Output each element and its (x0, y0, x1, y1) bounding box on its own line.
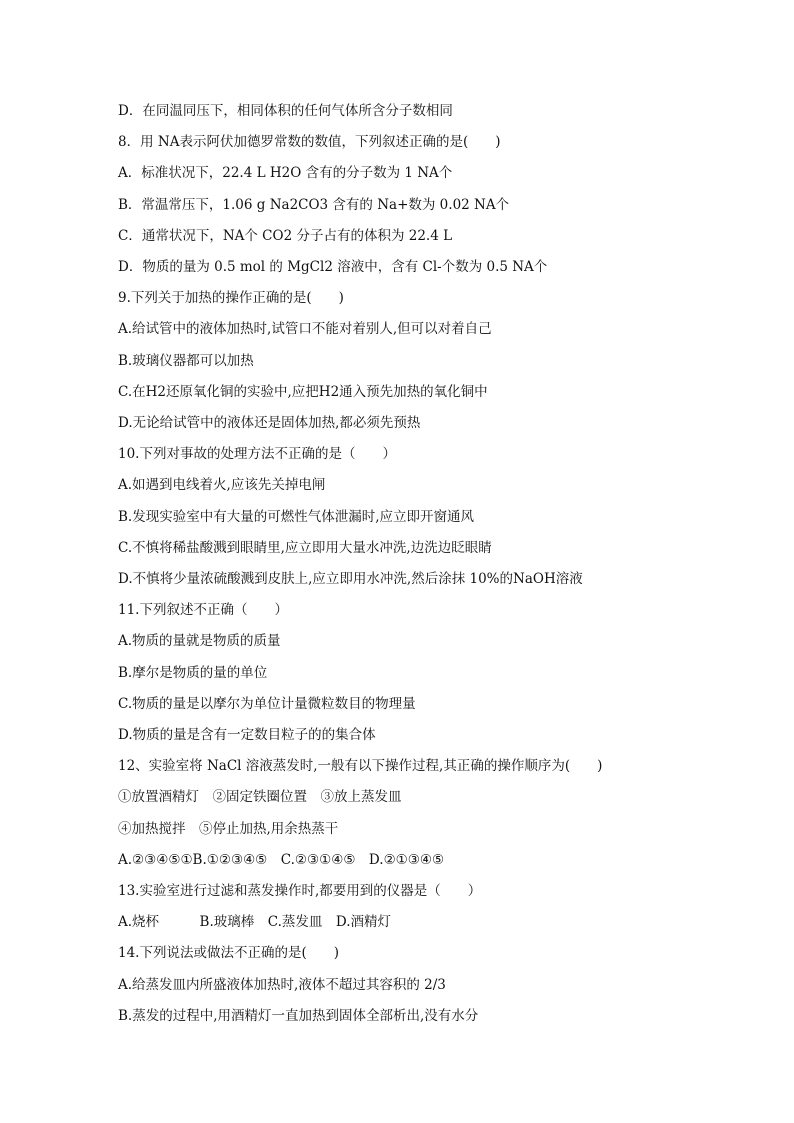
q12-options: A.②③④⑤①B.①②③④⑤ C.②③①④⑤ D.②①③④⑤ (118, 852, 445, 868)
q9-option-d: D.无论给试管中的液体还是固体加热,都必须先预热 (118, 415, 421, 431)
q8-option-d: D．物质的量为 0.5 mol 的 MgCl2 溶液中，含有 Cl-个数为 0.5 NA个 (118, 259, 548, 275)
q12-steps-1: ①放置酒精灯 ②固定铁圈位置 ③放上蒸发皿 (118, 789, 402, 805)
q9-option-a: A.给试管中的液体加热时,试管口不能对着别人,但可以对着自己 (118, 321, 492, 337)
q8-option-b: B．常温常压下，1.06 g Na2CO3 含有的 Na+数为 0.02 NA个 (118, 197, 510, 213)
q10-option-b: B.发现实验室中有大量的可燃性气体泄漏时,应立即开窗通风 (118, 509, 475, 525)
q11-option-b: B.摩尔是物质的量的单位 (118, 665, 268, 681)
q10-option-a: A.如遇到电线着火,应该先关掉电闸 (118, 477, 326, 493)
q8-option-c: C．通常状况下，NA个 CO2 分子占有的体积为 22.4 L (118, 228, 453, 244)
q14-option-a: A.给蒸发皿内所盛液体加热时,液体不超过其容积的 2/3 (118, 977, 446, 993)
q11-option-a: A.物质的量就是物质的质量 (118, 633, 281, 649)
q9-option-c: C.在H2还原氧化铜的实验中,应把H2通入预先加热的氧化铜中 (118, 384, 488, 400)
q12-steps-2: ④加热搅拌 ⑤停止加热,用余热蒸干 (118, 821, 339, 837)
q10-option-d: D.不慎将少量浓硫酸溅到皮肤上,应立即用水冲洗,然后涂抹 10%的NaOH溶液 (118, 571, 583, 587)
q9-option-b: B.玻璃仪器都可以加热 (118, 353, 254, 369)
q7-option-d: D．在同温同压下，相同体积的任何气体所含分子数相同 (118, 103, 453, 119)
q8-stem: 8．用 NA表示阿伏加德罗常数的数值，下列叙述正确的是( ) (118, 134, 501, 150)
q13-stem: 13.实验室进行过滤和蒸发操作时,都要用到的仪器是（ ） (118, 883, 482, 899)
q11-option-c: C.物质的量是以摩尔为单位计量微粒数目的物理量 (118, 696, 416, 712)
q13-options: A.烧杯 B.玻璃棒 C.蒸发皿 D.酒精灯 (118, 914, 392, 930)
q12-stem: 12、实验室将 NaCl 溶液蒸发时,一般有以下操作过程,其正确的操作顺序为( ) (118, 758, 603, 774)
q9-stem: 9.下列关于加热的操作正确的是( ) (118, 290, 344, 306)
q8-option-a: A．标准状况下，22.4 L H2O 含有的分子数为 1 NA个 (118, 165, 453, 181)
q10-stem: 10.下列对事故的处理方法不正确的是（ ） (118, 446, 396, 462)
q14-stem: 14.下列说法或做法不正确的是( ) (118, 945, 340, 961)
q10-option-c: C.不慎将稀盐酸溅到眼睛里,应立即用大量水冲洗,边洗边眨眼睛 (118, 540, 492, 556)
q11-stem: 11.下列叙述不正确（ ） (118, 602, 288, 618)
q11-option-d: D.物质的量是含有一定数目粒子的的集合体 (118, 727, 376, 743)
q14-option-b: B.蒸发的过程中,用酒精灯一直加热到固体全部析出,没有水分 (118, 1008, 479, 1024)
